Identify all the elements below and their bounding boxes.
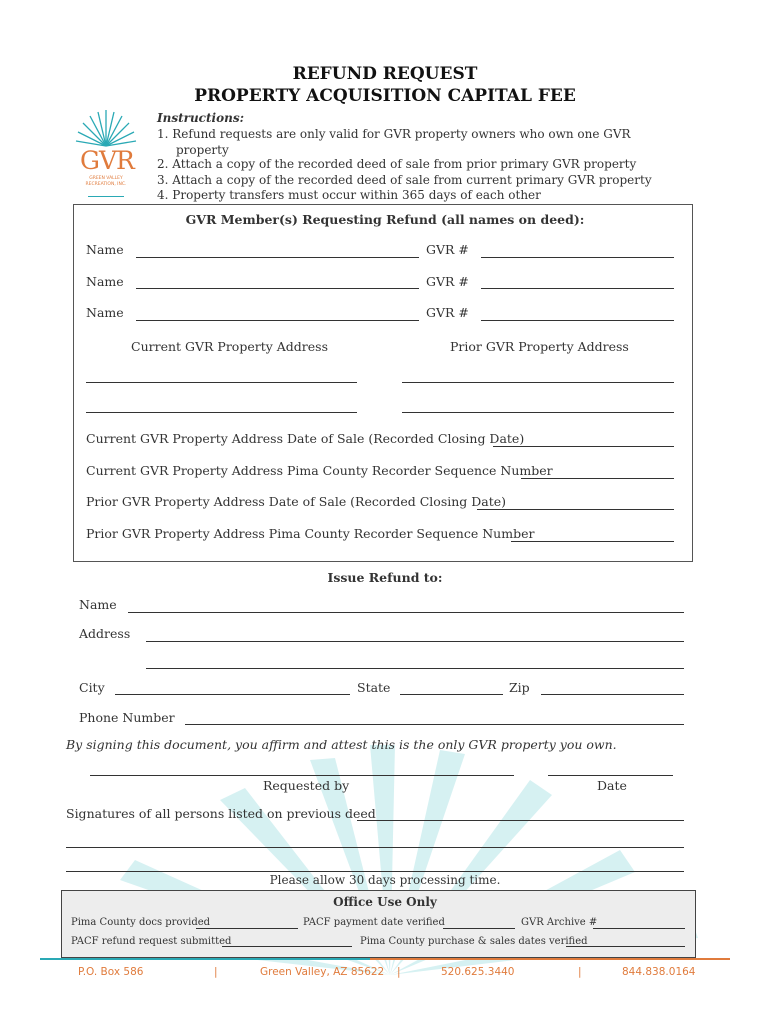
requested-by-label: Requested by	[263, 778, 350, 793]
refund-state-field[interactable]	[400, 694, 503, 695]
member-gvr-field-3[interactable]	[481, 320, 674, 321]
footer-separator-1: |	[214, 966, 218, 978]
member-name-field-2[interactable]	[136, 288, 419, 289]
prior-sale-date-label: Prior GVR Property Address Date of Sale (Recorded Closing Date)	[86, 494, 507, 509]
member-name-label-2: Name	[86, 274, 124, 289]
refund-name-field[interactable]	[128, 612, 684, 613]
member-gvr-label-2: GVR #	[426, 274, 469, 289]
member-gvr-field-2[interactable]	[481, 288, 674, 289]
office-dates-verified-field[interactable]	[566, 946, 685, 947]
prior-sequence-field[interactable]	[511, 541, 674, 542]
instruction-3: 3. Attach a copy of the recorded deed of sale from current primary GVR property	[157, 173, 652, 187]
page-title-line2: PROPERTY ACQUISITION CAPITAL FEE	[194, 86, 576, 106]
logo-text: GVR	[80, 146, 134, 175]
footer-city: Green Valley, AZ 85622	[260, 966, 385, 978]
instructions-heading: Instructions:	[157, 111, 245, 125]
member-name-label-3: Name	[86, 305, 124, 320]
date-field[interactable]	[548, 775, 673, 776]
signature-field-3[interactable]	[66, 871, 684, 872]
office-docs-provided-label: Pima County docs provided	[71, 917, 211, 928]
office-docs-provided-field[interactable]	[196, 928, 298, 929]
logo-subtitle: GREEN VALLEY RECREATION, INC.	[85, 176, 127, 187]
office-archive-label: GVR Archive #	[521, 917, 598, 928]
date-label: Date	[597, 778, 627, 793]
footer-po-box: P.O. Box 586	[78, 966, 144, 978]
signature-field-1[interactable]	[357, 820, 684, 821]
office-payment-verified-field[interactable]	[443, 928, 515, 929]
instruction-1: 1. Refund requests are only valid for GVR property owners who own one GVR	[157, 127, 631, 141]
refund-zip-label: Zip	[509, 680, 530, 695]
office-payment-verified-label: PACF payment date verified	[303, 917, 445, 928]
signatures-label: Signatures of all persons listed on previous deed	[66, 806, 376, 821]
current-address-field-2[interactable]	[86, 412, 357, 413]
prior-sale-date-field[interactable]	[477, 509, 674, 510]
member-name-label-1: Name	[86, 242, 124, 257]
office-dates-verified-label: Pima County purchase & sales dates verified	[360, 936, 588, 947]
requested-by-field[interactable]	[90, 775, 514, 776]
refund-phone-field[interactable]	[185, 724, 684, 725]
signature-field-2[interactable]	[66, 847, 684, 848]
prior-address-field-2[interactable]	[402, 412, 674, 413]
current-sale-date-label: Current GVR Property Address Date of Sale (Recorded Closing Date)	[86, 431, 525, 446]
prior-address-field-1[interactable]	[402, 382, 674, 383]
prior-address-label: Prior GVR Property Address	[450, 339, 629, 354]
refund-address-field-2[interactable]	[146, 668, 684, 669]
sunburst-logo-icon	[74, 108, 138, 148]
refund-phone-label: Phone Number	[79, 710, 175, 725]
footer-separator-3: |	[578, 966, 582, 978]
office-refund-submitted-field[interactable]	[222, 946, 352, 947]
footer-phone-1: 520.625.3440	[441, 966, 515, 978]
refund-city-field[interactable]	[115, 694, 350, 695]
refund-name-label: Name	[79, 597, 117, 612]
member-name-field-3[interactable]	[136, 320, 419, 321]
member-gvr-label-3: GVR #	[426, 305, 469, 320]
current-sequence-field[interactable]	[521, 478, 674, 479]
instruction-2: 2. Attach a copy of the recorded deed of sale from prior primary GVR property	[157, 157, 637, 171]
member-gvr-field-1[interactable]	[481, 257, 674, 258]
prior-sequence-label: Prior GVR Property Address Pima County Recorder Sequence Number	[86, 526, 535, 541]
office-refund-submitted-label: PACF refund request submitted	[71, 936, 232, 947]
refund-state-label: State	[357, 680, 391, 695]
processing-note: Please allow 30 days processing time.	[269, 873, 501, 887]
affirmation-text: By signing this document, you affirm and attest this is the only GVR property you own.	[66, 737, 617, 752]
refund-zip-field[interactable]	[541, 694, 684, 695]
current-address-field-1[interactable]	[86, 382, 357, 383]
current-sequence-label: Current GVR Property Address Pima County Recorder Sequence Number	[86, 463, 553, 478]
refund-address-field-1[interactable]	[146, 641, 684, 642]
members-heading: GVR Member(s) Requesting Refund (all names on deed):	[185, 212, 585, 227]
office-heading: Office Use Only	[333, 895, 437, 909]
member-gvr-label-1: GVR #	[426, 242, 469, 257]
refund-city-label: City	[79, 680, 105, 695]
instruction-1-cont: property	[176, 143, 229, 157]
footer-rule-right	[370, 958, 730, 960]
current-address-label: Current GVR Property Address	[131, 339, 328, 354]
page-title-line1: REFUND REQUEST	[292, 64, 478, 84]
refund-address-label: Address	[79, 626, 131, 641]
member-name-field-1[interactable]	[136, 257, 419, 258]
gvr-logo	[74, 108, 138, 200]
current-sale-date-field[interactable]	[493, 446, 674, 447]
office-archive-field[interactable]	[593, 928, 685, 929]
footer-rule-left	[40, 958, 370, 960]
footer-phone-2: 844.838.0164	[622, 966, 696, 978]
footer-separator-2: |	[397, 966, 401, 978]
instruction-4: 4. Property transfers must occur within 365 days of each other	[157, 188, 541, 202]
refund-heading: Issue Refund to:	[327, 570, 443, 585]
